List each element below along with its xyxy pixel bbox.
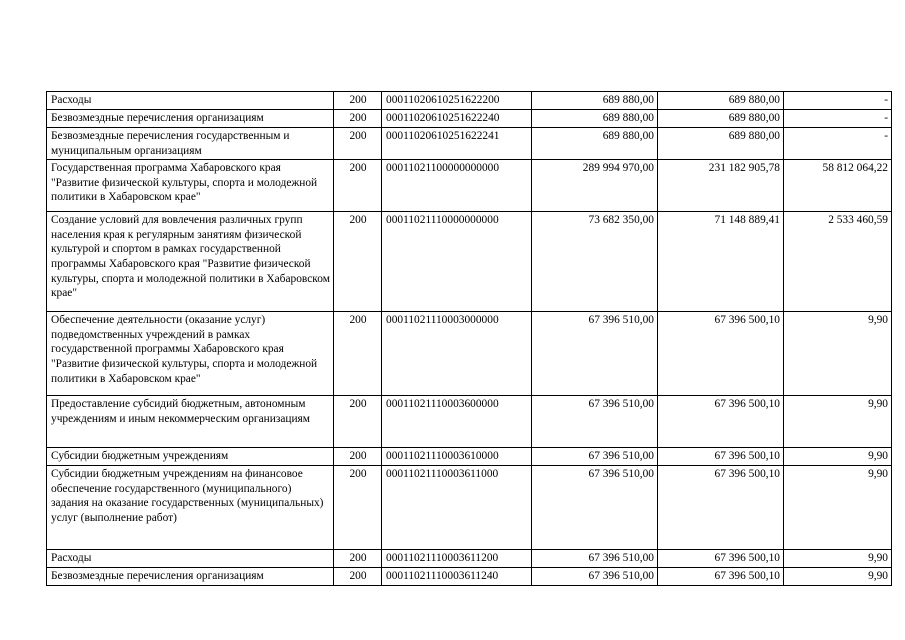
row-approved-amount-cell: 289 994 970,00 xyxy=(532,160,658,212)
row-code-cell: 200 xyxy=(334,110,382,128)
row-budget-code-cell: 00011020610251622200 xyxy=(382,92,532,110)
row-executed-amount-cell: 689 880,00 xyxy=(658,110,784,128)
table-row xyxy=(47,110,892,128)
row-budget-code-cell: 00011021110003600000 xyxy=(382,396,532,448)
row-code-cell: 200 xyxy=(334,212,382,312)
row-executed-amount-cell: 67 396 500,10 xyxy=(658,448,784,466)
table-row xyxy=(47,448,892,466)
budget-execution-table xyxy=(46,91,892,586)
row-name-cell: Обеспечение деятельности (оказание услуг) подведомственных учреждений в рамках государственной программы Хабаровского края "Развитие физической культуры, спорта и молодежной политики в Хабаровском крае" xyxy=(47,312,334,396)
row-unexecuted-amount-cell: 9,90 xyxy=(784,568,892,586)
table-row xyxy=(47,396,892,448)
row-name-cell: Государственная программа Хабаровского края "Развитие физической культуры, спорта и молодежной политики в Хабаровском крае" xyxy=(47,160,334,212)
table-row xyxy=(47,550,892,568)
row-unexecuted-amount-cell: 58 812 064,22 xyxy=(784,160,892,212)
row-budget-code-cell: 00011021110003610000 xyxy=(382,448,532,466)
row-unexecuted-amount-cell: 9,90 xyxy=(784,466,892,550)
row-unexecuted-amount-cell: - xyxy=(784,128,892,160)
row-unexecuted-amount-cell: 2 533 460,59 xyxy=(784,212,892,312)
row-executed-amount-cell: 689 880,00 xyxy=(658,128,784,160)
row-code-cell: 200 xyxy=(334,550,382,568)
table-row xyxy=(47,312,892,396)
row-budget-code-cell: 00011021110003611000 xyxy=(382,466,532,550)
row-budget-code-cell: 00011021110000000000 xyxy=(382,212,532,312)
row-approved-amount-cell: 73 682 350,00 xyxy=(532,212,658,312)
row-approved-amount-cell: 67 396 510,00 xyxy=(532,312,658,396)
row-executed-amount-cell: 67 396 500,10 xyxy=(658,396,784,448)
row-unexecuted-amount-cell: 9,90 xyxy=(784,448,892,466)
table-row xyxy=(47,212,892,312)
row-executed-amount-cell: 67 396 500,10 xyxy=(658,312,784,396)
row-executed-amount-cell: 71 148 889,41 xyxy=(658,212,784,312)
row-budget-code-cell: 00011020610251622240 xyxy=(382,110,532,128)
row-name-cell: Предоставление субсидий бюджетным, автономным учреждениям и иным некоммерческим организациям xyxy=(47,396,334,448)
row-name-cell: Расходы xyxy=(47,92,334,110)
row-approved-amount-cell: 67 396 510,00 xyxy=(532,568,658,586)
row-unexecuted-amount-cell: 9,90 xyxy=(784,312,892,396)
row-unexecuted-amount-cell: - xyxy=(784,92,892,110)
row-unexecuted-amount-cell: 9,90 xyxy=(784,396,892,448)
table-row xyxy=(47,568,892,586)
row-name-cell: Создание условий для вовлечения различных групп населения края к регулярным занятиям физической культурой и спортом в рамках государственной программы Хабаровского края "Развитие физической культуры, спорта и молодежной политики в Хабаровском крае" xyxy=(47,212,334,312)
row-name-cell: Безвозмездные перечисления государственным и муниципальным организациям xyxy=(47,128,334,160)
row-code-cell: 200 xyxy=(334,312,382,396)
row-budget-code-cell: 00011021100000000000 xyxy=(382,160,532,212)
table-row xyxy=(47,160,892,212)
row-executed-amount-cell: 231 182 905,78 xyxy=(658,160,784,212)
row-budget-code-cell: 00011021110003000000 xyxy=(382,312,532,396)
row-name-cell: Субсидии бюджетным учреждениям на финансовое обеспечение государственного (муниципального) задания на оказание государственных (муниципальных) услуг (выполнение работ) xyxy=(47,466,334,550)
row-executed-amount-cell: 67 396 500,10 xyxy=(658,466,784,550)
row-approved-amount-cell: 67 396 510,00 xyxy=(532,448,658,466)
row-approved-amount-cell: 689 880,00 xyxy=(532,128,658,160)
row-approved-amount-cell: 689 880,00 xyxy=(532,110,658,128)
row-code-cell: 200 xyxy=(334,396,382,448)
row-code-cell: 200 xyxy=(334,128,382,160)
row-executed-amount-cell: 689 880,00 xyxy=(658,92,784,110)
row-name-cell: Расходы xyxy=(47,550,334,568)
row-budget-code-cell: 00011021110003611240 xyxy=(382,568,532,586)
row-executed-amount-cell: 67 396 500,10 xyxy=(658,568,784,586)
row-budget-code-cell: 00011021110003611200 xyxy=(382,550,532,568)
row-code-cell: 200 xyxy=(334,92,382,110)
row-executed-amount-cell: 67 396 500,10 xyxy=(658,550,784,568)
row-approved-amount-cell: 689 880,00 xyxy=(532,92,658,110)
row-approved-amount-cell: 67 396 510,00 xyxy=(532,466,658,550)
table-row xyxy=(47,128,892,160)
row-approved-amount-cell: 67 396 510,00 xyxy=(532,550,658,568)
table-row xyxy=(47,92,892,110)
row-approved-amount-cell: 67 396 510,00 xyxy=(532,396,658,448)
table-row xyxy=(47,466,892,550)
row-code-cell: 200 xyxy=(334,466,382,550)
row-name-cell: Безвозмездные перечисления организациям xyxy=(47,110,334,128)
row-code-cell: 200 xyxy=(334,160,382,212)
row-code-cell: 200 xyxy=(334,448,382,466)
table-body xyxy=(47,92,892,586)
row-name-cell: Безвозмездные перечисления организациям xyxy=(47,568,334,586)
row-name-cell: Субсидии бюджетным учреждениям xyxy=(47,448,334,466)
row-unexecuted-amount-cell: 9,90 xyxy=(784,550,892,568)
row-code-cell: 200 xyxy=(334,568,382,586)
row-unexecuted-amount-cell: - xyxy=(784,110,892,128)
row-budget-code-cell: 00011020610251622241 xyxy=(382,128,532,160)
